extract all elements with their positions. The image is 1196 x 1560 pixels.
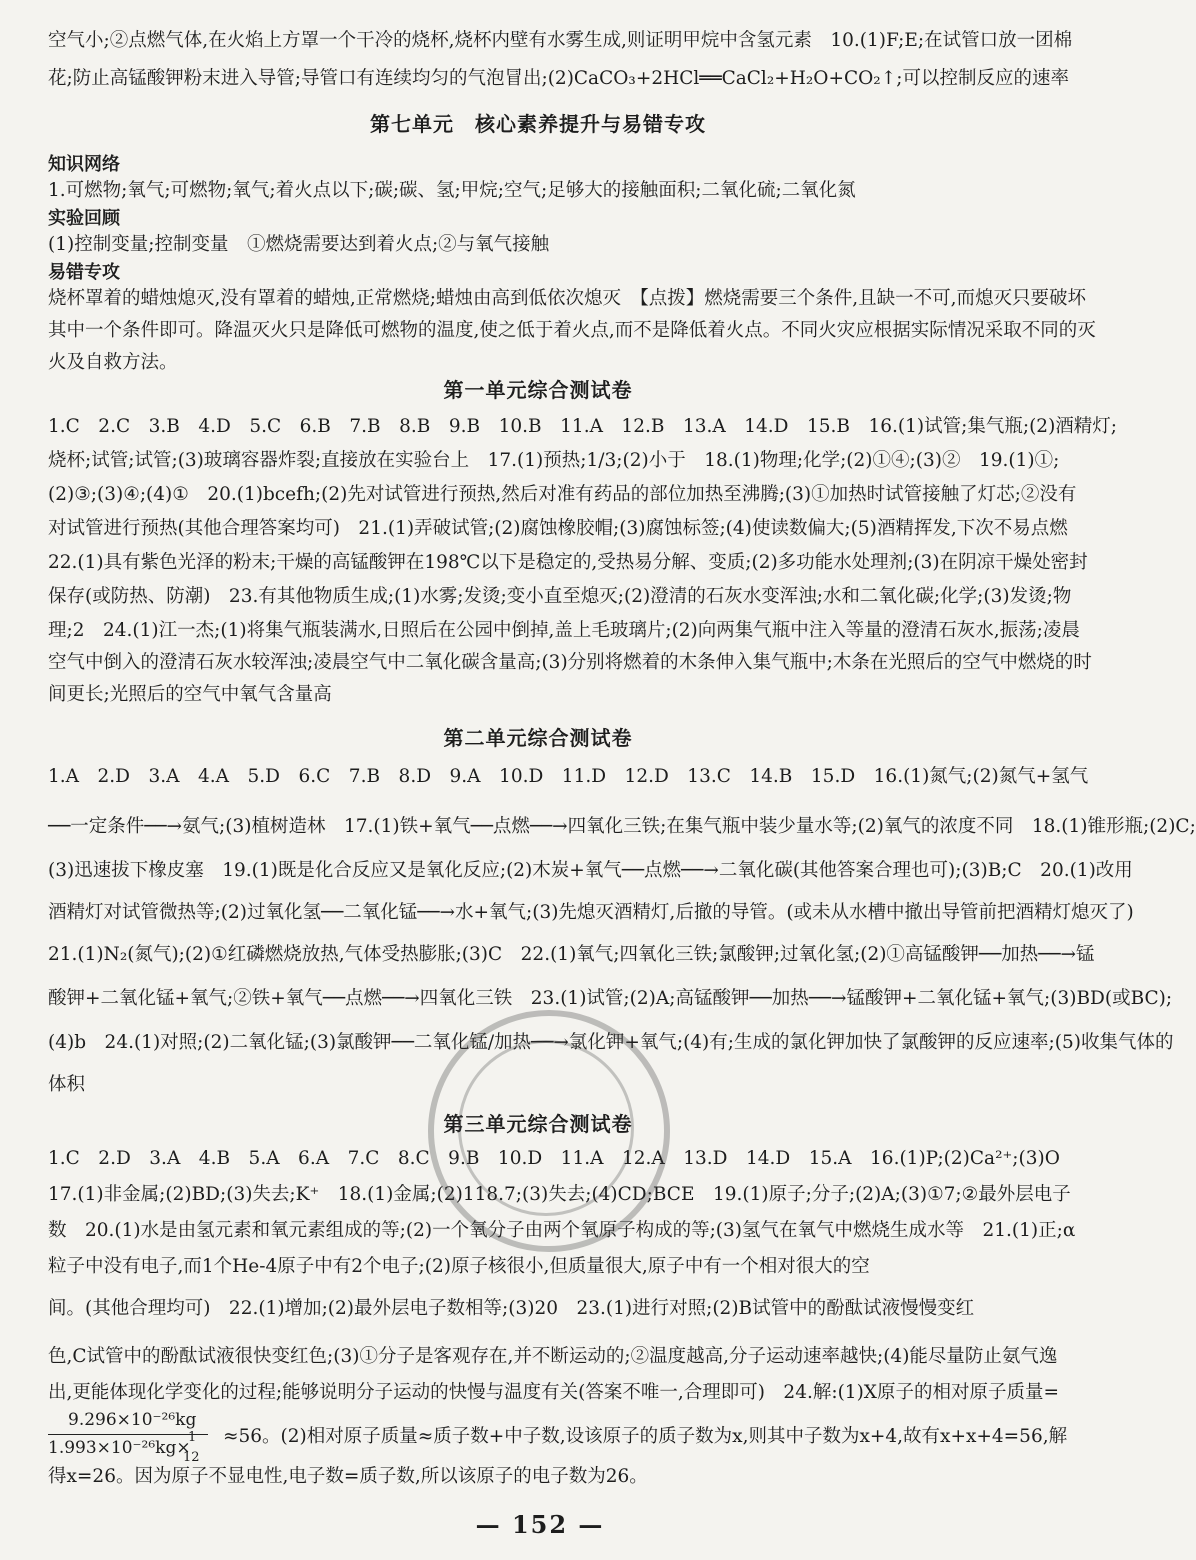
text-line: 间更长;光照后的空气中氧气含量高: [48, 684, 332, 705]
fraction-numerator: 9.296×10⁻²⁶kg: [68, 1410, 197, 1430]
text-line: 数 20.(1)水是由氢元素和氧元素组成的等;(2)一个氧分子由两个氧原子构成的等;(3)氢气在氧气中燃烧生成水等 21.(1)正;α: [48, 1220, 1076, 1241]
text-line: 间。(其他合理均可) 22.(1)增加;(2)最外层电子数相等;(3)20 23.(1)进行对照;(2)B试管中的酚酞试液慢慢变红: [48, 1298, 975, 1319]
text-line: 1.可燃物;氧气;可燃物;氧气;着火点以下;碳;碳、氢;甲烷;空气;足够大的接触面积;二氧化硫;二氧化氮: [48, 180, 856, 201]
text-line: (4)b 24.(1)对照;(2)二氧化锰;(3)氯酸钾──二氧化锰/加热──→氯化钾+氧气;(4)有;生成的氯化钾加快了氯酸钾的反应速率;(5)收集气体的: [48, 1032, 1174, 1053]
fraction-small-num: 1: [188, 1430, 197, 1445]
text-line: 烧杯;试管;试管;(3)玻璃容器炸裂;直接放在实验台上 17.(1)预热;1/3;(2)小于 18.(1)物理;化学;(2)①④;(3)② 19.(1)①;: [48, 450, 1060, 471]
knowledge-label: 知识网络: [48, 154, 120, 175]
test1-heading: 第一单元综合测试卷: [443, 378, 633, 402]
text-line: 火及自救方法。: [48, 352, 178, 373]
unit7-heading: 第七单元 核心素养提升与易错专攻: [370, 112, 706, 136]
text-line: 1.C 2.D 3.A 4.B 5.A 6.A 7.C 8.C 9.B 10.D 11.A 12.A 13.D 14.D 15.A 16.(1)P;(2)Ca²⁺;(3)O: [48, 1148, 1060, 1169]
text-line: 对试管进行预热(其他合理答案均可) 21.(1)弄破试管;(2)腐蚀橡胶帽;(3)腐蚀标签;(4)使读数偏大;(5)酒精挥发,下次不易点燃: [48, 518, 1068, 539]
page-number: — 152 —: [475, 1510, 605, 1539]
text-line: ──一定条件──→氨气;(3)植树造林 17.(1)铁+氧气──点燃──→四氧化三铁;在集气瓶中装少量水等;(2)氧气的浓度不同 18.(1)锥形瓶;(2)C;: [48, 816, 1196, 837]
error-label: 易错专攻: [48, 262, 120, 283]
text-line: (2)③;(3)④;(4)① 20.(1)bcefh;(2)先对试管进行预热,然后对准有药品的部位加热至沸腾;(3)①加热时试管接触了灯芯;②没有: [48, 484, 1077, 505]
text-line: 酒精灯对试管微热等;(2)过氧化氢──二氧化锰──→水+氧气;(3)先熄灭酒精灯,后撤的导管。(或未从水槽中撤出导管前把酒精灯熄灭了): [48, 902, 1134, 923]
fraction-small-den: 12: [183, 1450, 200, 1465]
fraction: [48, 1410, 218, 1466]
text-line: ≈56。(2)相对原子质量≈质子数+中子数,设该原子的质子数为x,则其中子数为x+4,故有x+x+4=56,解: [223, 1426, 1068, 1447]
text-line: 烧杯罩着的蜡烛熄灭,没有罩着的蜡烛,正常燃烧;蜡烛由高到低依次熄灭 【点拨】燃烧需要三个条件,且缺一不可,而熄灭只要破坏: [48, 288, 1087, 309]
text-line: 空气小;②点燃气体,在火焰上方罩一个干冷的烧杯,烧杯内壁有水雾生成,则证明甲烷中含氢元素 10.(1)F;E;在试管口放一团棉: [48, 30, 1073, 51]
text-line: 理;2 24.(1)江一杰;(1)将集气瓶装满水,日照后在公园中倒掉,盖上毛玻璃片;(2)向两集气瓶中注入等量的澄清石灰水,振荡;凌晨: [48, 620, 1080, 641]
text-line: 酸钾+二氧化锰+氧气;②铁+氧气──点燃──→四氧化三铁 23.(1)试管;(2)A;高锰酸钾──加热──→锰酸钾+二氧化锰+氧气;(3)BD(或BC);: [48, 988, 1173, 1009]
test2-heading: 第二单元综合测试卷: [443, 726, 633, 750]
stamp-inner-ring: [458, 1040, 634, 1216]
text-line: 色,C试管中的酚酞试液很快变红色;(3)①分子是客观存在,并不断运动的;②温度越高,分子运动速率越快;(4)能尽量防止氨气逸: [48, 1346, 1058, 1367]
test3-heading: 第三单元综合测试卷: [443, 1112, 633, 1136]
text-line: 1.C 2.C 3.B 4.D 5.C 6.B 7.B 8.B 9.B 10.B 11.A 12.B 13.A 14.D 15.B 16.(1)试管;集气瓶;(2)酒精灯;: [48, 416, 1118, 437]
text-line: 体积: [48, 1074, 86, 1095]
text-line: 粒子中没有电子,而1个He-4原子中有2个电子;(2)原子核很小,但质量很大,原子中有一个相对很大的空: [48, 1256, 870, 1277]
text-line: (3)迅速拔下橡皮塞 19.(1)既是化合反应又是氧化反应;(2)木炭+氧气──点燃──→二氧化碳(其他答案合理也可);(3)B;C 20.(1)改用: [48, 860, 1133, 881]
text-line: 出,更能体现化学变化的过程;能够说明分子运动的快慢与温度有关(答案不唯一,合理即可) 24.解:(1)X原子的相对原子质量=: [48, 1382, 1059, 1403]
experiment-label: 实验回顾: [48, 208, 120, 229]
text-line: 得x=26。因为原子不显电性,电子数=质子数,所以该原子的电子数为26。: [48, 1466, 648, 1487]
text-line: 22.(1)具有紫色光泽的粉末;干燥的高锰酸钾在198℃以下是稳定的,受热易分解、变质;(2)多功能水处理剂;(3)在阴凉干燥处密封: [48, 552, 1088, 573]
text-line: 空气中倒入的澄清石灰水较浑浊;凌晨空气中二氧化碳含量高;(3)分别将燃着的木条伸入集气瓶中;木条在光照后的空气中燃烧的时: [48, 652, 1092, 673]
text-line: 其中一个条件即可。降温灭火只是降低可燃物的温度,使之低于着火点,而不是降低着火点。不同火灾应根据实际情况采取不同的灭: [48, 320, 1096, 341]
text-line: (1)控制变量;控制变量 ①燃烧需要达到着火点;②与氧气接触: [48, 234, 550, 255]
text-line: 花;防止高锰酸钾粉末进入导管;导管口有连续均匀的气泡冒出;(2)CaCO₃+2HCl══CaCl₂+H₂O+CO₂↑;可以控制反应的速率: [48, 68, 1069, 89]
text-line: 保存(或防热、防潮) 23.有其他物质生成;(1)水雾;发烫;变小直至熄灭;(2)澄清的石灰水变浑浊;水和二氧化碳;化学;(3)发烫;物: [48, 586, 1072, 607]
text-line: 1.A 2.D 3.A 4.A 5.D 6.C 7.B 8.D 9.A 10.D 11.D 12.D 13.C 14.B 15.D 16.(1)氮气;(2)氮气+氢气: [48, 766, 1089, 787]
text-line: 21.(1)N₂(氮气);(2)①红磷燃烧放热,气体受热膨胀;(3)C 22.(1)氧气;四氧化三铁;氯酸钾;过氧化氢;(2)①高锰酸钾──加热──→锰: [48, 944, 1095, 965]
fraction-bar: [48, 1434, 208, 1435]
text-line: 17.(1)非金属;(2)BD;(3)失去;K⁺ 18.(1)金属;(2)118.7;(3)失去;(4)CD;BCE 19.(1)原子;分子;(2)A;(3)①7;②最外层电子: [48, 1184, 1071, 1205]
stamp-seal: [428, 1010, 670, 1252]
fraction-denominator: 1.993×10⁻²⁶kg×: [48, 1438, 191, 1458]
